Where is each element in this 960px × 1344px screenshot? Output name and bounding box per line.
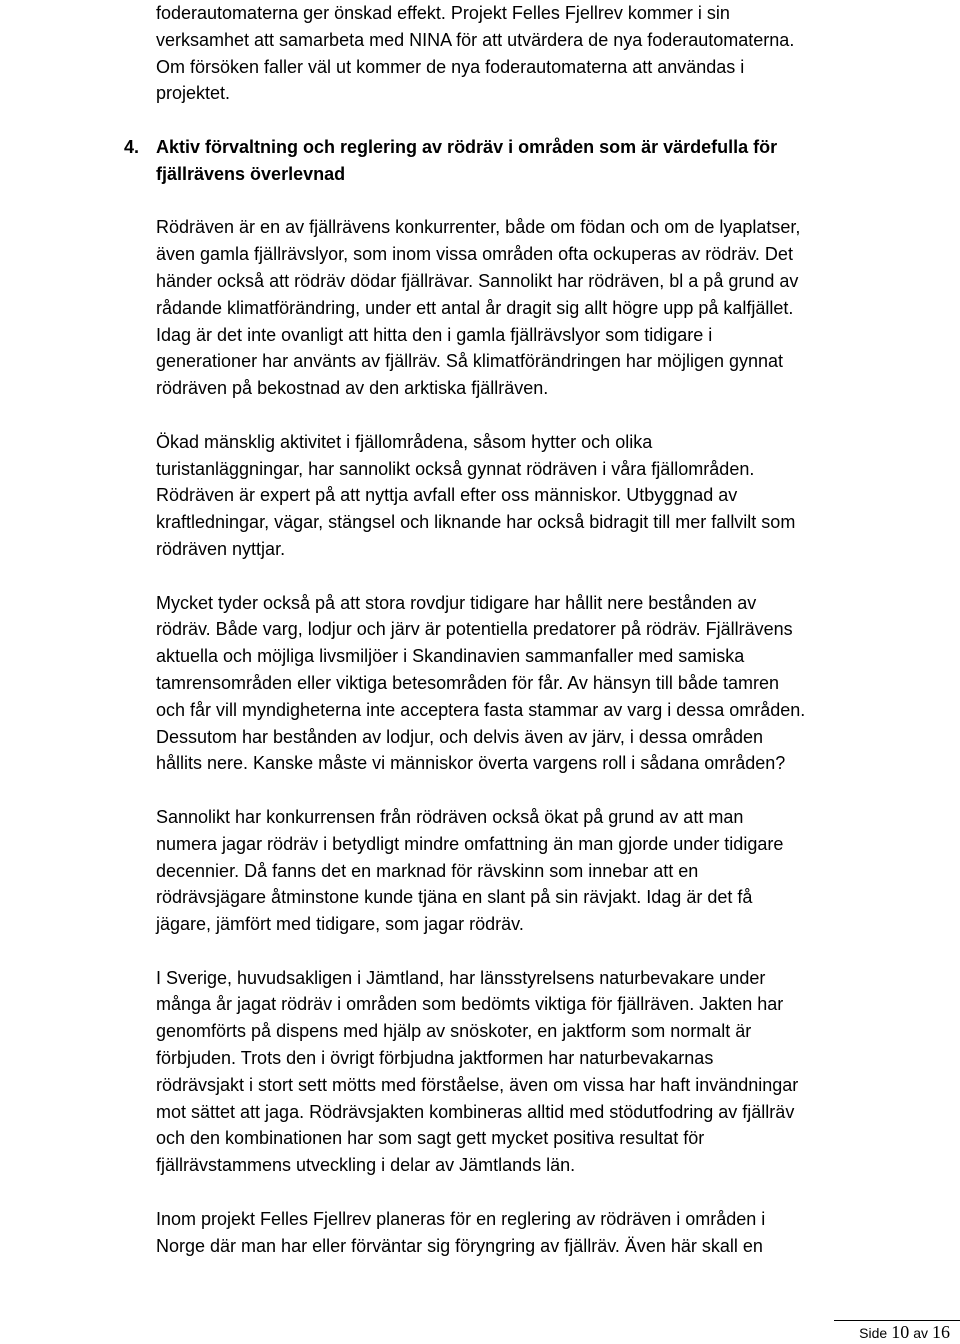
paragraph-line: Sannolikt har konkurrensen från rödräven också ökat på grund av att man (156, 806, 744, 827)
paragraph-line: rådande klimatförändring, under ett antal år dragit sig allt högre upp på kalfjället. (156, 297, 794, 318)
section-number: 4. (124, 136, 140, 157)
paragraph-line: Rödräven är expert på att nyttja avfall efter oss människor. Utbyggnad av (156, 485, 738, 506)
intro-paragraph (156, 0, 896, 107)
footer-total-pages: 16 (932, 1322, 950, 1342)
section-title (156, 134, 896, 188)
paragraph-line: hållits nere. Kanske måste vi människor överta vargens roll i sådana områden? (156, 753, 786, 774)
paragraph-line: Idag är det inte ovanligt att hitta den i gamla fjällrävslyor som tidigare i (156, 324, 713, 345)
footer-of: av (913, 1325, 928, 1341)
paragraph-line: I Sverige, huvudsakligen i Jämtland, har länsstyrelsens naturbevakare under (156, 967, 766, 988)
body-paragraph (156, 429, 896, 563)
section-title-line: Aktiv förvaltning och reglering av rödräv i områden som är värdefulla för (156, 136, 778, 157)
paragraph-line: tamrensområden eller viktiga betesområden för får. Av hänsyn till både tamren (156, 672, 779, 693)
paragraph-line: Inom projekt Felles Fjellrev planeras för en reglering av rödräven i områden i (156, 1208, 766, 1229)
intro-line: verksamhet att samarbeta med NINA för att utvärdera de nya foderautomaterna. (156, 29, 795, 50)
section-title-line: fjällrävens överlevnad (156, 163, 346, 184)
footer-page-number: 10 (891, 1322, 910, 1342)
paragraph-line: Norge där man har eller förväntar sig föryngring av fjällräv. Även här skall en (156, 1235, 763, 1256)
intro-line: projektet. (156, 83, 231, 104)
intro-line: Om försöken faller väl ut kommer de nya foderautomaterna att användas i (156, 56, 745, 77)
paragraph-line: jägare, jämfört med tidigare, som jagar rödräv. (156, 914, 524, 935)
paragraph-line: även gamla fjällrävslyor, som inom vissa områden ofta ockuperas av rödräv. Det (156, 244, 793, 265)
intro-line: foderautomaterna ger önskad effekt. Projekt Felles Fjellrev kommer i sin (156, 3, 730, 23)
body-paragraph (156, 965, 896, 1179)
paragraph-line: rödräv. Både varg, lodjur och järv är potentiella predatorer på rödräv. Fjällrävens (156, 619, 793, 640)
paragraph-line: genomförts på dispens med hjälp av snöskoter, en jaktform som normalt är (156, 1021, 752, 1042)
paragraph-line: rödrävsjakt i stort sett mötts med förståelse, även om vissa har haft invändningar (156, 1074, 799, 1095)
paragraph-line: rödrävsjägare åtminstone kunde tjäna en slant på sin rävjakt. Idag är det få (156, 887, 753, 908)
paragraph-line: mot sättet att jaga. Rödrävsjakten kombineras alltid med stödutfodring av fjällräv (156, 1101, 795, 1122)
paragraph-line: rödräven på bekostnad av den arktiska fjällräven. (156, 378, 549, 399)
paragraph-line: Dessutom har bestånden av lodjur, och delvis även av järv, i dessa områden (156, 726, 763, 747)
paragraph-line: kraftledningar, vägar, stängsel och liknande har också bidragit till mer fallvilt som (156, 512, 796, 533)
paragraph-line: numera jagar rödräv i betydligt mindre omfattning än man gjorde under tidigare (156, 833, 784, 854)
paragraph-line: rödräven nyttjar. (156, 538, 286, 559)
paragraph-line: fjällrävstammens utveckling i delar av Jämtlands län. (156, 1155, 576, 1176)
paragraph-line: generationer har använts av fjällräv. Så klimatförändringen har möjligen gynnat (156, 351, 784, 372)
page-footer (859, 1322, 950, 1342)
paragraph-line: aktuella och möjliga livsmiljöer i Skandinavien sammanfaller med samiska (156, 646, 745, 667)
section-heading (124, 134, 896, 188)
body-paragraph (156, 590, 896, 778)
paragraph-line: många år jagat rödräv i områden som bedömts viktiga för fjällräven. Jakten har (156, 994, 784, 1015)
body-paragraph (156, 804, 896, 938)
paragraph-line: turistanläggningar, har sannolikt också gynnat rödräven i våra fjällområden. (156, 458, 755, 479)
footer-rule (834, 1320, 960, 1321)
paragraph-line: förbjuden. Trots den i övrigt förbjudna jaktformen har naturbevakarnas (156, 1048, 714, 1069)
paragraph-line: Rödräven är en av fjällrävens konkurrenter, både om födan och om de lyaplatser, (156, 217, 801, 238)
paragraph-line: Mycket tyder också på att stora rovdjur tidigare har hållit nere bestånden av (156, 592, 757, 613)
body-paragraph (156, 214, 896, 402)
paragraph-line: händer också att rödräv dödar fjällrävar. Sannolikt har rödräven, bl a på grund av (156, 270, 799, 291)
paragraph-line: och den kombinationen har som sagt gett mycket positiva resultat för (156, 1128, 705, 1149)
footer-label: Side (859, 1325, 888, 1341)
body-paragraph (156, 1206, 896, 1260)
paragraph-line: decennier. Då fanns det en marknad för rävskinn som innebar att en (156, 860, 699, 881)
paragraph-line: Ökad mänsklig aktivitet i fjällområdena, såsom hytter och olika (156, 431, 653, 452)
paragraph-line: och får vill myndigheterna inte acceptera fasta stammar av varg i dessa områden. (156, 699, 806, 720)
document-body (124, 0, 896, 1286)
